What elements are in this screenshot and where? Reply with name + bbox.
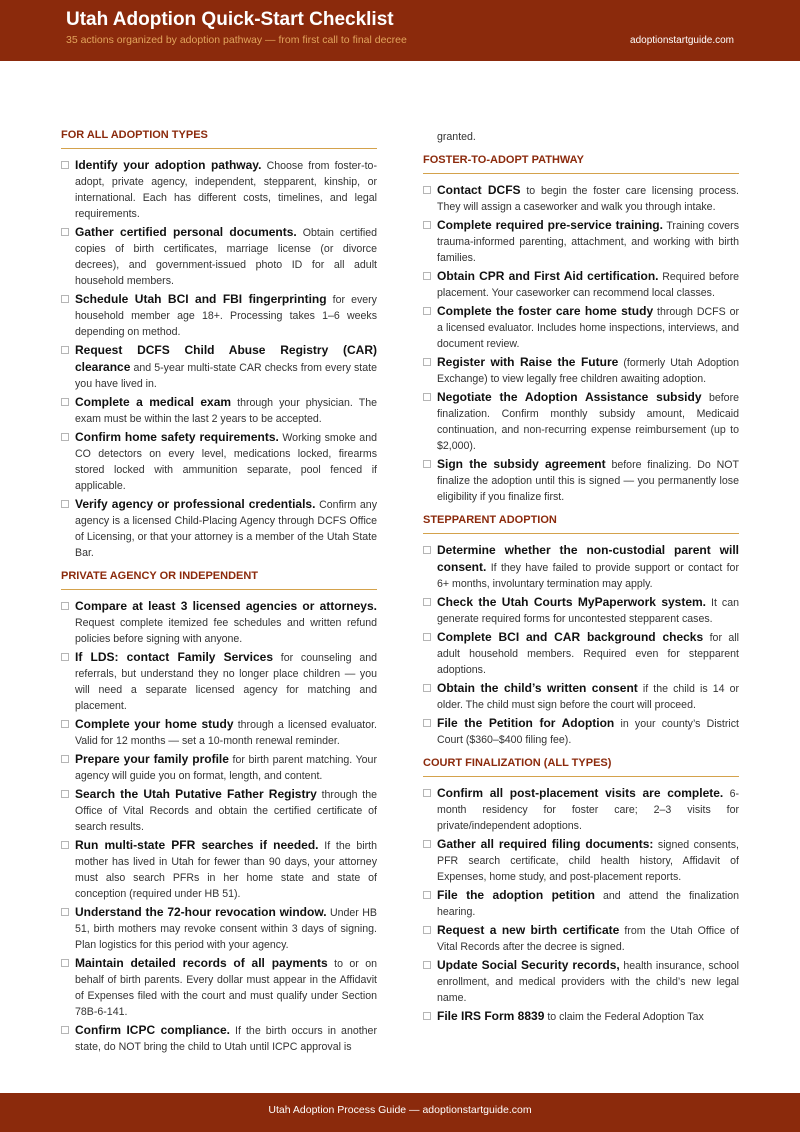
section-heading-stepparent: STEPPARENT ADOPTION [423,514,739,534]
item-text: Choose from foster-to-adopt, private agency, independent, stepparent, kinship, or international. Each has different costs, timelines, and legal requirements. [75,160,377,220]
item-text: for all adult household members. Required even for stepparent adoptions. [437,632,740,676]
section-list-stepparent [423,542,739,748]
checkbox[interactable] [423,460,431,468]
item-title: Determine whether the non-custodial parent will consent. [437,543,739,574]
checkbox[interactable] [423,926,431,934]
checklist-item [423,354,739,387]
checkbox[interactable] [61,908,69,916]
item-title: Complete your home study [75,717,234,731]
item-text: through the Office of Vital Records and obtain the certified certificate of search results. [75,789,377,833]
item-title: Confirm home safety requirements. [75,430,279,444]
checkbox[interactable] [423,307,431,315]
checkbox[interactable] [423,1012,431,1020]
checklist-item [423,715,739,748]
item-title: Request a new birth certificate [437,923,620,937]
checkbox[interactable] [61,841,69,849]
checkbox[interactable] [61,790,69,798]
checkbox[interactable] [423,598,431,606]
checklist-item [423,303,739,352]
checkbox[interactable] [423,891,431,899]
item-title: Contact DCFS [437,183,521,197]
checkbox[interactable] [423,840,431,848]
item-title: Obtain the child’s written consent [437,681,638,695]
checkbox[interactable] [61,346,69,354]
checklist-item [61,955,377,1020]
item-text: Working smoke and CO detectors on every level, medications locked, firearms stored locked with ammunition separate, pool fenced if applicable. [75,432,377,492]
item-title: Obtain CPR and First Aid certification. [437,269,659,283]
page-header [0,0,800,61]
checklist-item [423,1008,739,1025]
item-title: Request DCFS Child Abuse Registry (CAR) clearance [75,343,377,374]
page-footer: Utah Adoption Process Guide — adoptionstartguide.com [0,1093,800,1132]
item-text: It can generate required forms for uncontested stepparent cases. [437,597,739,625]
item-text: for birth parent matching. Your agency will guide you on format, length, and content. [75,754,377,782]
item-title: If LDS: contact Family Services [75,650,274,664]
item-text: and attend the finalization hearing. [437,890,740,918]
item-title: Prepare your family profile [75,752,229,766]
checkbox[interactable] [423,719,431,727]
checklist-item [61,394,377,427]
item-title: File the Petition for Adoption [437,716,615,730]
item-title: Verify agency or professional credentials. [75,497,316,511]
item-title: Sign the subsidy agreement [437,457,606,471]
checkbox[interactable] [61,295,69,303]
item-title: Compare at least 3 licensed agencies or attorneys. [75,599,377,613]
checklist-item [423,785,739,834]
checkbox[interactable] [61,653,69,661]
item-title: Schedule Utah BCI and FBI fingerprinting [75,292,327,306]
item-text: Obtain certified copies of birth certificates, marriage license (or divorce decrees), and government-issued photo ID for all adult household members. [75,227,377,287]
checkbox[interactable] [61,500,69,508]
checkbox[interactable] [423,961,431,969]
checkbox[interactable] [61,161,69,169]
checkbox[interactable] [423,789,431,797]
checklist-item [423,922,739,955]
checklist-item [61,751,377,784]
item-title: Identify your adoption pathway. [75,158,262,172]
site-url: adoptionstartguide.com [630,35,734,46]
item-title: Gather all required filing documents: [437,837,654,851]
checklist-item [423,629,739,678]
item-text: signed consents, PFR search certificate, child health history, Affidavit of Expenses, home study, and post-placement reports. [437,839,739,883]
left-column [61,122,377,1057]
item-text: and 5-year multi-state CAR checks from every state you have lived in. [75,362,377,390]
item-text: health insurance, school enrollment, and medical providers with the child’s new legal name. [437,960,739,1004]
item-text: Training covers trauma-informed parenting, attachment, and working with birth families. [437,220,739,264]
checklist-item [61,342,377,392]
item-text: through a licensed evaluator. Valid for 12 months — set a 10-month renewal reminder. [75,719,377,747]
checkbox[interactable] [423,633,431,641]
item-text: through DCFS or a licensed evaluator. Includes home inspections, interviews, and document review. [437,306,739,350]
item-text: Request complete itemized fee schedules and written refund policies before signing with anyone. [75,617,377,645]
checklist-item [61,496,377,561]
item-text: for every household member age 18+. Processing takes 1–6 weeks depending on method. [75,294,377,338]
checklist-item [61,716,377,749]
item-text: in your county’s District Court ($360–$400 filing fee). [437,718,739,746]
item-text: to claim the Federal Adoption Tax [547,1011,704,1023]
section-heading-foster: FOSTER-TO-ADOPT PATHWAY [423,154,739,174]
checklist-item [61,598,377,647]
checkbox[interactable] [61,959,69,967]
item-title: Gather certified personal documents. [75,225,297,239]
section-heading-court: COURT FINALIZATION (ALL TYPES) [423,757,739,777]
item-title: Run multi-state PFR searches if needed. [75,838,319,852]
checkbox[interactable] [61,398,69,406]
checkbox[interactable] [423,221,431,229]
checklist-item [423,680,739,713]
item-text: (formerly Utah Adoption Exchange) to view legally free children awaiting adoption. [437,357,739,385]
checkbox[interactable] [61,602,69,610]
section-heading-all-types: FOR ALL ADOPTION TYPES [61,129,377,149]
checklist-item [61,837,377,902]
checkbox[interactable] [423,186,431,194]
checklist-item [61,649,377,714]
item-text: to begin the foster care licensing process. They will assign a caseworker and walk you through intake. [437,185,739,213]
checkbox[interactable] [423,358,431,366]
checkbox[interactable] [61,1026,69,1034]
checkbox[interactable] [61,433,69,441]
item-text: If the birth occurs in another state, do NOT bring the child to Utah until ICPC approval is [75,1025,377,1053]
item-text: 6-month residency for foster care; 2–3 visits for private/independent adoptions. [437,788,739,832]
checkbox[interactable] [423,684,431,692]
item-title: Confirm all post-placement visits are complete. [437,786,724,800]
section-list-foster [423,182,739,505]
item-text: if the child is 14 or older. The child must sign before the court will proceed. [437,683,739,711]
checklist-item [423,456,739,505]
continuation-text: granted. [437,131,476,143]
checklist-item [61,1022,377,1055]
checklist-item [423,217,739,266]
item-text: Confirm any agency is a licensed Child-Placing Agency through DCFS Office of Licensing, or that your attorney is a member of the Utah State Bar. [75,499,377,559]
item-title: Negotiate the Adoption Assistance subsidy [437,390,702,404]
checklist-item [423,268,739,301]
item-text: from the Utah Office of Vital Records after the decree is signed. [437,925,739,953]
checkbox[interactable] [61,720,69,728]
item-title: Search the Utah Putative Father Registry [75,787,317,801]
right-column [423,122,739,1027]
checkbox[interactable] [423,272,431,280]
checklist-item [61,904,377,953]
checklist-item [423,182,739,215]
item-text: Under HB 51, birth mothers may revoke consent within 3 days of signing. Plan logistics for this period with your agency. [75,907,377,951]
item-title: Complete BCI and CAR background checks [437,630,704,644]
checklist-item [61,157,377,222]
item-title: Confirm ICPC compliance. [75,1023,230,1037]
item-title: File IRS Form 8839 [437,1009,545,1023]
item-title: Complete required pre-service training. [437,218,663,232]
item-text: before finalizing. Do NOT finalize the adoption until this is signed — you permanently lose eligibility if you finalize first. [437,459,739,503]
item-title: Complete a medical exam [75,395,232,409]
item-title: Maintain detailed records of all payments [75,956,328,970]
item-text: Required before placement. Your caseworker can recommend local classes. [437,271,739,299]
checklist-item [61,786,377,835]
item-title: Complete the foster care home study [437,304,654,318]
checkbox[interactable] [423,393,431,401]
checklist-item [423,594,739,627]
item-title: Check the Utah Courts MyPaperwork system. [437,595,707,609]
item-title: Register with Raise the Future [437,355,619,369]
checkbox[interactable] [61,228,69,236]
checkbox[interactable] [61,755,69,763]
section-list-court [423,785,739,1025]
checklist-item [423,542,739,592]
item-text: If the birth mother has lived in Utah for fewer than 90 days, your attorney must also search PFRs in her home state and state of conception (required under HB 51). [75,840,377,900]
item-text: through your physician. The exam must be within the last 2 years to be accepted. [75,397,377,425]
section-heading-private: PRIVATE AGENCY OR INDEPENDENT [61,570,377,590]
item-title: Understand the 72-hour revocation window. [75,905,327,919]
page-title: Utah Adoption Quick-Start Checklist [66,9,394,30]
checklist-item [423,887,739,920]
checklist-item [423,836,739,885]
checklist-item [61,291,377,340]
item-title: File the adoption petition [437,888,595,902]
checklist-item [423,957,739,1006]
checklist-item [61,224,377,289]
section-list-all-types [61,157,377,561]
page-subtitle: 35 actions organized by adoption pathway — from first call to final decree [66,34,407,46]
checklist-item [61,429,377,494]
item-text: If they have failed to provide support or contact for 6+ months, involuntary termination may apply. [437,562,739,590]
section-list-private [61,598,377,1055]
item-title: Update Social Security records, [437,958,620,972]
checklist-item [423,389,739,454]
item-text: before finalization. Confirm monthly subsidy amount, Medicaid continuation, and non-recurring expense reimbursement (up to $2,000). [437,392,739,452]
item-text: to or on behalf of birth parents. Every dollar must appear in the Affidavit of Expenses filed with the court and must qualify under Section 78B-6-141. [75,958,377,1018]
checkbox[interactable] [423,546,431,554]
item-text: for counseling and referrals, but understand they no longer place children — you will need a separate licensed agency for matching and placement. [75,652,377,712]
